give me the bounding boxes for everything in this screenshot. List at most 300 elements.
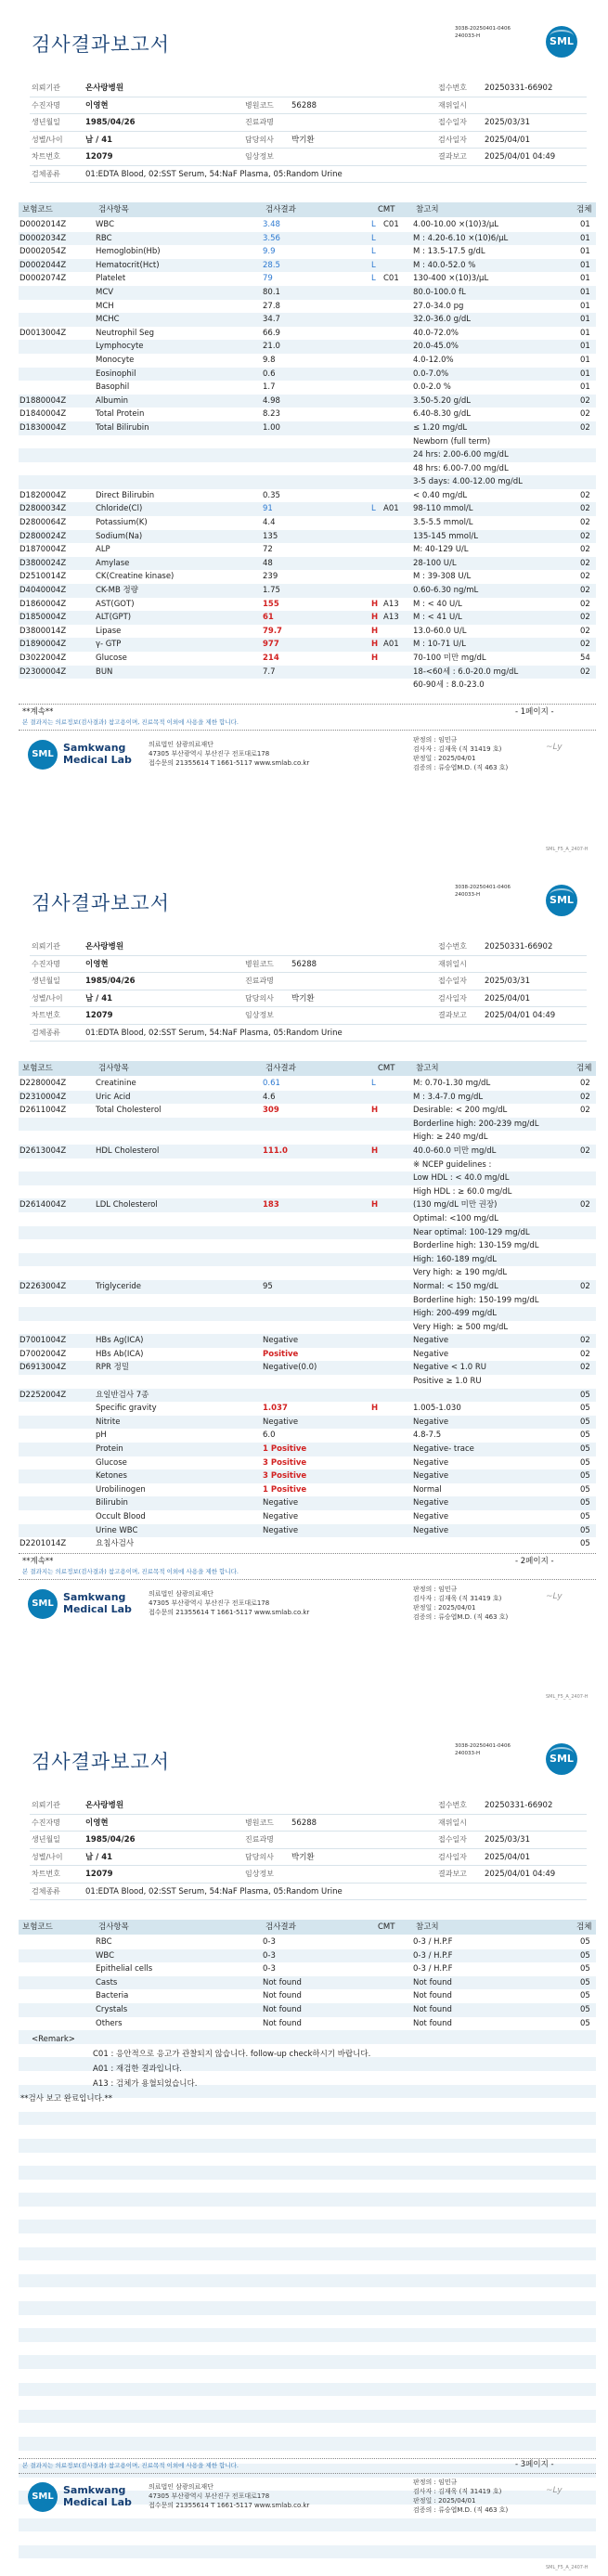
cell-ref: 0.0-2.0 % [413, 382, 451, 393]
cell-sp: 05 [580, 1937, 590, 1947]
cell-result: 183 [263, 1200, 279, 1210]
cell-result: Not found [263, 1991, 302, 2001]
cell-ref: 98-110 mmol/L [413, 504, 473, 514]
table-row [19, 327, 596, 341]
sml-logo-icon: SML [28, 2482, 58, 2512]
cell-sp: 01 [580, 328, 590, 338]
table-row [19, 354, 596, 368]
cell-flag: H [371, 1200, 379, 1210]
cell-item: Total Bilirubin [96, 422, 149, 433]
cell-item: Ketones [96, 1471, 127, 1482]
cell-result: Negative [263, 1512, 299, 1521]
cell-result: 3.56 [263, 233, 280, 243]
table-row [19, 1253, 596, 1267]
cell-ref: 4.0-12.0% [413, 355, 454, 365]
cell-sp: 01 [580, 260, 590, 270]
cell-result: 4.4 [263, 518, 276, 528]
cell-sp: 05 [580, 1457, 590, 1468]
cell-sp: 01 [580, 220, 590, 229]
footer-logo: SML Samkwang Medical Lab [28, 738, 139, 771]
cell-ref: 70-100 미만 mg/dL [413, 654, 486, 663]
table-row [19, 259, 596, 273]
cell-ref: M : < 40 U/L [413, 599, 462, 609]
cell-sp: 05 [580, 1471, 590, 1482]
footnote: 본 결과지는 의료정보(검사결과) 참고용이며, 진료목적 이외에 사용을 제한 합니다. [22, 2462, 239, 2469]
form-code: SML_F5_A_2407-H [546, 2565, 589, 2570]
footer-address: 의료법인 삼광의료재단 47305 부산광역시 부산진구 전포대로178 접수문의 21355614 T 1661-5117 www.smlab.co.kr [149, 741, 310, 767]
report-title: 검사결과보고서 [32, 892, 171, 914]
table-row [19, 1949, 596, 1963]
table-row [19, 1348, 596, 1362]
cell-sp: 01 [580, 382, 590, 393]
cell-item: Uric Acid [96, 1092, 131, 1102]
empty-row [19, 2193, 596, 2207]
cell-result: Negative [263, 1417, 299, 1427]
cell-item: MCV [96, 287, 114, 297]
cell-result: 1.00 [263, 422, 280, 433]
cell-ref: High: ≥ 240 mg/dL [413, 1133, 488, 1143]
cell-sp: 05 [580, 1404, 590, 1414]
cell-cmt: C01 [383, 274, 399, 284]
cell-sp: 02 [580, 586, 590, 596]
cell-code: D2510014Z [19, 572, 67, 582]
cell-code: D2300004Z [19, 667, 67, 677]
cell-flag: H [371, 1404, 379, 1414]
cell-ref: Negative- trace [413, 1444, 474, 1455]
cell-result: Negative [263, 1336, 299, 1346]
empty-row [19, 2287, 596, 2301]
empty-row [19, 2125, 596, 2139]
cell-result: 66.9 [263, 328, 280, 338]
empty-row [19, 2342, 596, 2356]
cell-ref: Negative [413, 1457, 449, 1468]
cell-ref: High: 200-499 mg/dL [413, 1309, 497, 1319]
page-number: - 2페이지 - [515, 1557, 554, 1566]
cell-code: D3800014Z [19, 626, 67, 636]
footnote: 본 결과지는 의료정보(검사결과) 참고용이며, 진료목적 이외에 사용을 제한 합니다. [22, 1568, 239, 1575]
cell-sp: 05 [580, 1977, 590, 1987]
cell-sp: 02 [580, 613, 590, 623]
cell-item: Epithelial cells [96, 1964, 153, 1974]
report-title: 검사결과보고서 [32, 1751, 171, 1773]
cell-result: 1.75 [263, 586, 280, 596]
cell-ref: 1.005-1.030 [413, 1404, 461, 1414]
table-row [19, 1483, 596, 1497]
remark-line: A01 : 재검한 결과입니다. [93, 2065, 182, 2074]
table-row [19, 1456, 596, 1470]
cell-item: Nitrite [96, 1417, 121, 1427]
cell-sp: 02 [580, 1349, 590, 1359]
cell-sp: 01 [580, 233, 590, 243]
cell-sp: 02 [580, 572, 590, 582]
cell-flag: L [371, 220, 376, 229]
table-row [19, 557, 596, 571]
cell-code: D0013004Z [19, 328, 67, 338]
cell-item: Potassium(K) [96, 518, 148, 528]
empty-row [19, 2531, 596, 2545]
cell-item: Urobilinogen [96, 1484, 146, 1495]
cell-ref: M : 40.0-52.0 % [413, 260, 476, 270]
cell-result: 0-3 [263, 1950, 276, 1961]
cell-result: 48 [263, 558, 273, 568]
cell-code: D1820004Z [19, 490, 67, 500]
cell-flag: H [371, 599, 379, 609]
table-row [19, 1402, 596, 1416]
sml-logo-icon: SML [546, 26, 577, 58]
cell-result: Not found [263, 2018, 302, 2028]
remark-title: <Remark> [32, 2035, 75, 2044]
cell-result: 1.037 [263, 1404, 288, 1414]
table-row [19, 1104, 596, 1118]
empty-row [19, 2558, 596, 2572]
table-row [19, 1294, 596, 1308]
cell-result: 7.7 [263, 667, 276, 677]
cell-sp: 01 [580, 315, 590, 325]
cell-ref: 60-90세 : 8.0-23.0 [413, 680, 485, 691]
cell-ref: 27.0-34.0 pg [413, 301, 464, 311]
cell-sp: 05 [580, 1390, 590, 1400]
patient-info: 의뢰기관 온사랑병원 접수번호 20250331-66902 수진자명 이영현 병원코드 56288 재위일시 생년월일 1985/04/26 진료과명 접수일자 2025/03/31 성별/나이 남 / 41 담당의사 박기환 검사일자 2025/04/01 차트번호 12079 임상정보 결과보고 2025/04/01 04:49 검체종류 01:EDTA Blood, 02:SST Serum, 54:NaF Plasma, 05:Random Urine [30, 938, 587, 1042]
table-row [19, 570, 596, 584]
cell-ref: Newborn (full term) [413, 436, 491, 447]
empty-row [19, 2437, 596, 2451]
cell-item: Chloride(Cl) [96, 504, 143, 514]
cell-sp: 02 [580, 1079, 590, 1088]
cell-ref: M: 0.70-1.30 mg/dL [413, 1079, 491, 1088]
cell-ref: Borderline high: 130-159 mg/dL [413, 1241, 539, 1251]
cell-item: HBs Ab(ICA) [96, 1349, 144, 1359]
cell-flag: H [371, 1106, 379, 1116]
cell-result: 135 [263, 531, 278, 541]
empty-row [19, 2301, 596, 2315]
footer-signers: 판정의 : 임민규 검사자 : 김재욱 (직 31419 호) 판정일 : 2025/04/01 검증의 : 류승엽M.D. (직 463 호) [413, 1586, 509, 1621]
cell-ref: 28-100 U/L [413, 558, 457, 568]
cell-result: 9.9 [263, 247, 276, 257]
cell-item: Basophil [96, 382, 130, 393]
cell-result: 9.8 [263, 355, 276, 365]
cell-ref: High: 160-189 mg/dL [413, 1254, 497, 1264]
cell-code: D2201014Z [19, 1539, 67, 1549]
table-row [19, 435, 596, 449]
cell-ref: 3.50-5.20 g/dL [413, 395, 472, 406]
cell-result: 1 Positive [263, 1484, 307, 1495]
cell-code: D0002044Z [19, 260, 67, 270]
cell-ref: ※ NCEP guidelines : [413, 1159, 492, 1170]
cell-ref: Negative [413, 1512, 449, 1521]
results-table [19, 218, 596, 693]
cell-item: CK-MB 정량 [96, 586, 138, 596]
report-page-2 [0, 859, 608, 1717]
cell-result: 239 [263, 572, 278, 582]
cell-result: 0.35 [263, 490, 280, 500]
table-row [19, 584, 596, 598]
cell-result: Negative [263, 1525, 299, 1535]
cell-flag: L [371, 504, 376, 514]
cell-ref: Very high: ≥ 190 mg/dL [413, 1268, 508, 1278]
footer-address: 의료법인 삼광의료재단 47305 부산광역시 부산진구 전포대로178 접수문의 21355614 T 1661-5117 www.smlab.co.kr [149, 1590, 310, 1616]
table-row [19, 368, 596, 382]
table-row [19, 1389, 596, 1403]
table-row [19, 1416, 596, 1430]
cell-sp: 05 [580, 1484, 590, 1495]
table-row [19, 286, 596, 300]
cell-ref: Normal: < 150 mg/dL [413, 1281, 498, 1291]
empty-row [19, 2233, 596, 2247]
cell-flag: L [371, 247, 376, 257]
cell-ref: 0.0-7.0% [413, 369, 449, 379]
cell-sp: 01 [580, 342, 590, 352]
table-header: 보험코드 검사항목 검사결과 CMT 참고치 검체 [19, 1920, 596, 1935]
table-row [19, 1935, 596, 1949]
table-row [19, 2003, 596, 2017]
cell-result: 4.6 [263, 1092, 276, 1102]
cell-ref: 80.0-100.0 fL [413, 287, 466, 297]
cell-cmt: A13 [383, 599, 399, 609]
cell-ref: 4.8-7.5 [413, 1430, 442, 1441]
cell-result: Positive [263, 1349, 299, 1359]
empty-row [19, 2545, 596, 2559]
cell-ref: Negative [413, 1336, 449, 1346]
cell-item: Hemoglobin(Hb) [96, 247, 161, 257]
cell-sp: 02 [580, 1146, 590, 1156]
cell-sp: 02 [580, 1363, 590, 1373]
cell-item: pH [96, 1430, 107, 1441]
table-row [19, 1962, 596, 1976]
empty-row [19, 2518, 596, 2532]
table-row [19, 395, 596, 408]
cell-ref: Negative [413, 1417, 449, 1427]
cell-sp: 05 [580, 1417, 590, 1427]
table-row [19, 300, 596, 314]
table-row [19, 1510, 596, 1524]
cell-code: D1840004Z [19, 409, 67, 420]
cell-item: MCHC [96, 315, 120, 325]
cell-item: Amylase [96, 558, 130, 568]
cell-ref: 0-3 / H.P.F [413, 1950, 453, 1961]
cell-item: Eosinophil [96, 369, 136, 379]
table-row [19, 1171, 596, 1185]
table-row [19, 448, 596, 462]
cell-code: D0002074Z [19, 274, 67, 284]
cell-result: 91 [263, 504, 273, 514]
cell-code: D7002004Z [19, 1349, 67, 1359]
cell-cmt: C01 [383, 220, 399, 229]
cell-ref: 20.0-45.0% [413, 342, 459, 352]
cell-item: 요일반검사 7종 [96, 1390, 149, 1400]
cell-item: 요침사검사 [96, 1539, 135, 1549]
continued-label: **계속** [22, 707, 54, 717]
cell-result: 155 [263, 599, 279, 609]
cell-code: D2800034Z [19, 504, 67, 514]
cell-ref: M : 4.20-6.10 ×(10)6/μL [413, 233, 509, 243]
cell-sp: 02 [580, 422, 590, 433]
patient-info: 의뢰기관 온사랑병원 접수번호 20250331-66902 수진자명 이영현 병원코드 56288 재위일시 생년월일 1985/04/26 진료과명 접수일자 2025/03/31 성별/나이 남 / 41 담당의사 박기환 검사일자 2025/04/01 차트번호 12079 임상정보 결과보고 2025/04/01 04:49 검체종류 01:EDTA Blood, 02:SST Serum, 54:NaF Plasma, 05:Random Urine [30, 1797, 587, 1900]
table-row [19, 1280, 596, 1294]
empty-row [19, 2220, 596, 2233]
table-row [19, 679, 596, 693]
cell-ref: Not found [413, 2004, 452, 2014]
cell-code: D1890004Z [19, 640, 67, 650]
cell-flag: L [371, 1079, 376, 1088]
sml-logo-icon: SML [28, 1589, 58, 1619]
cell-item: CK(Creatine kinase) [96, 572, 175, 582]
cell-sp: 01 [580, 287, 590, 297]
cell-item: Neutrophil Seg [96, 328, 155, 338]
cell-item: WBC [96, 220, 115, 229]
table-row [19, 1118, 596, 1132]
cell-code: D3800024Z [19, 558, 67, 568]
table-row [19, 272, 596, 286]
table-row [19, 1145, 596, 1159]
footnote: 본 결과지는 의료정보(검사결과) 참고용이며, 진료목적 이외에 사용을 제한 합니다. [22, 718, 239, 726]
table-row [19, 1226, 596, 1240]
footer-address: 의료법인 삼광의료재단 47305 부산광역시 부산진구 전포대로178 접수문의 21355614 T 1661-5117 www.smlab.co.kr [149, 2483, 310, 2509]
cell-sp: 01 [580, 301, 590, 311]
table-row [19, 462, 596, 476]
cell-item: Triglyceride [96, 1281, 141, 1291]
barcode-text: 3038-20250401-0406 240033-H [455, 885, 511, 898]
empty-row [19, 2423, 596, 2437]
cell-result: 1 Positive [263, 1444, 307, 1455]
table-row [19, 1159, 596, 1172]
cell-item: Lymphocyte [96, 342, 144, 352]
cell-item: Glucose [96, 654, 127, 663]
cell-flag: L [371, 260, 376, 270]
footer-signers: 판정의 : 임민규 검사자 : 김재욱 (직 31419 호) 판정일 : 2025/04/01 검증의 : 류승엽M.D. (직 463 호) [413, 736, 509, 771]
cell-result: 27.8 [263, 301, 280, 311]
cell-code: D1860004Z [19, 599, 67, 609]
table-row [19, 489, 596, 503]
table-row [19, 1198, 596, 1212]
cell-code: D6913004Z [19, 1363, 67, 1373]
cell-ref: Positive ≥ 1.0 RU [413, 1377, 482, 1387]
table-row [19, 218, 596, 232]
cell-item: BUN [96, 667, 113, 677]
cell-item: RPR 정밀 [96, 1363, 130, 1373]
cell-ref: 0-3 / H.P.F [413, 1964, 453, 1974]
cell-ref: Near optimal: 100-129 mg/dL [413, 1227, 530, 1237]
cell-item: LDL Cholesterol [96, 1200, 158, 1210]
cell-ref: 0.60-6.30 ng/mL [413, 586, 479, 596]
cell-ref: Not found [413, 2018, 452, 2028]
cell-result: 80.1 [263, 287, 280, 297]
table-row [19, 1976, 596, 1990]
cell-ref: Not found [413, 1977, 452, 1987]
cell-result: 0-3 [263, 1964, 276, 1974]
cell-sp: 05 [580, 1498, 590, 1508]
table-row [19, 1524, 596, 1538]
cell-result: 95 [263, 1281, 273, 1291]
table-row [19, 666, 596, 680]
table-row [19, 340, 596, 354]
table-row [19, 1321, 596, 1335]
cell-ref: 6.40-8.30 g/dL [413, 409, 472, 420]
empty-row [19, 2260, 596, 2274]
table-row [19, 245, 596, 259]
cell-item: Crystals [96, 2004, 128, 2014]
empty-row [19, 2180, 596, 2194]
cell-item: ALT(GPT) [96, 613, 132, 623]
cell-item: AST(GOT) [96, 599, 135, 609]
empty-row [19, 2207, 596, 2220]
cell-code: D2800064Z [19, 518, 67, 528]
report-title: 검사결과보고서 [32, 33, 171, 56]
empty-row [19, 2139, 596, 2153]
continued-label: **계속** [22, 1557, 54, 1566]
cell-item: Casts [96, 1977, 118, 1987]
empty-row [19, 2328, 596, 2342]
cell-ref: 0-3 / H.P.F [413, 1937, 453, 1947]
cell-sp: 05 [580, 2004, 590, 2014]
cell-flag: H [371, 1146, 379, 1156]
table-row [19, 530, 596, 544]
table-header: 보험코드 검사항목 검사결과 CMT 참고치 검체 [19, 1061, 596, 1076]
cell-ref: Optimal: <100 mg/dL [413, 1213, 498, 1223]
cell-flag: H [371, 640, 379, 650]
cell-result: 3 Positive [263, 1457, 307, 1468]
empty-row [19, 2410, 596, 2424]
empty-row [19, 2112, 596, 2126]
cell-item: Direct Bilirubin [96, 490, 155, 500]
form-code: SML_F5_A_2407-H [546, 847, 589, 852]
cell-code: D2614004Z [19, 1200, 67, 1210]
cell-code: D4040004Z [19, 586, 67, 596]
cell-result: Negative [263, 1498, 299, 1508]
cell-result: 4.98 [263, 395, 280, 406]
cell-sp: 02 [580, 395, 590, 406]
cell-item: MCH [96, 301, 114, 311]
cell-item: Protein [96, 1444, 123, 1455]
cell-result: 8.23 [263, 409, 280, 420]
cell-ref: Normal [413, 1484, 442, 1495]
cell-item: Total Cholesterol [96, 1106, 162, 1116]
cell-ref: Borderline high: 200-239 mg/dL [413, 1119, 539, 1129]
cell-ref: Borderline high: 150-199 mg/dL [413, 1295, 539, 1305]
cell-result: Negative(0.0) [263, 1363, 317, 1373]
table-row [19, 1185, 596, 1199]
cell-sp: 02 [580, 667, 590, 677]
cell-code: D2611004Z [19, 1106, 67, 1116]
cell-ref: 4.00-10.00 ×(10)3/μL [413, 220, 499, 229]
table-row [19, 2017, 596, 2031]
cell-sp: 02 [580, 518, 590, 528]
cell-code: D1850004Z [19, 613, 67, 623]
table-row [19, 1131, 596, 1145]
cell-item: Urine WBC [96, 1525, 138, 1535]
cell-ref: Desirable: < 200 mg/dL [413, 1106, 508, 1116]
cell-ref: (130 mg/dL 미만 권장) [413, 1200, 498, 1210]
remark-line: A13 : 검체가 용혈되었습니다. [93, 2079, 198, 2089]
cell-ref: 40.0-72.0% [413, 328, 459, 338]
cell-sp: 05 [580, 1991, 590, 2001]
cell-ref: 135-145 mmol/L [413, 531, 478, 541]
cell-sp: 02 [580, 626, 590, 636]
table-row [19, 421, 596, 435]
cell-cmt: A13 [383, 613, 399, 623]
footer-logo: SML Samkwang Medical Lab [28, 2480, 139, 2514]
cell-sp: 02 [580, 1106, 590, 1116]
cell-sp: 02 [580, 599, 590, 609]
cell-sp: 05 [580, 1444, 590, 1455]
empty-row [19, 2396, 596, 2410]
cell-result: 3.48 [263, 220, 280, 229]
cell-item: RBC [96, 233, 112, 243]
cell-ref: Very High: ≥ 500 mg/dL [413, 1322, 509, 1332]
cell-sp: 02 [580, 1336, 590, 1346]
report-page-1 [0, 0, 608, 859]
cell-sp: 02 [580, 640, 590, 650]
cell-item: Creatinine [96, 1079, 136, 1088]
